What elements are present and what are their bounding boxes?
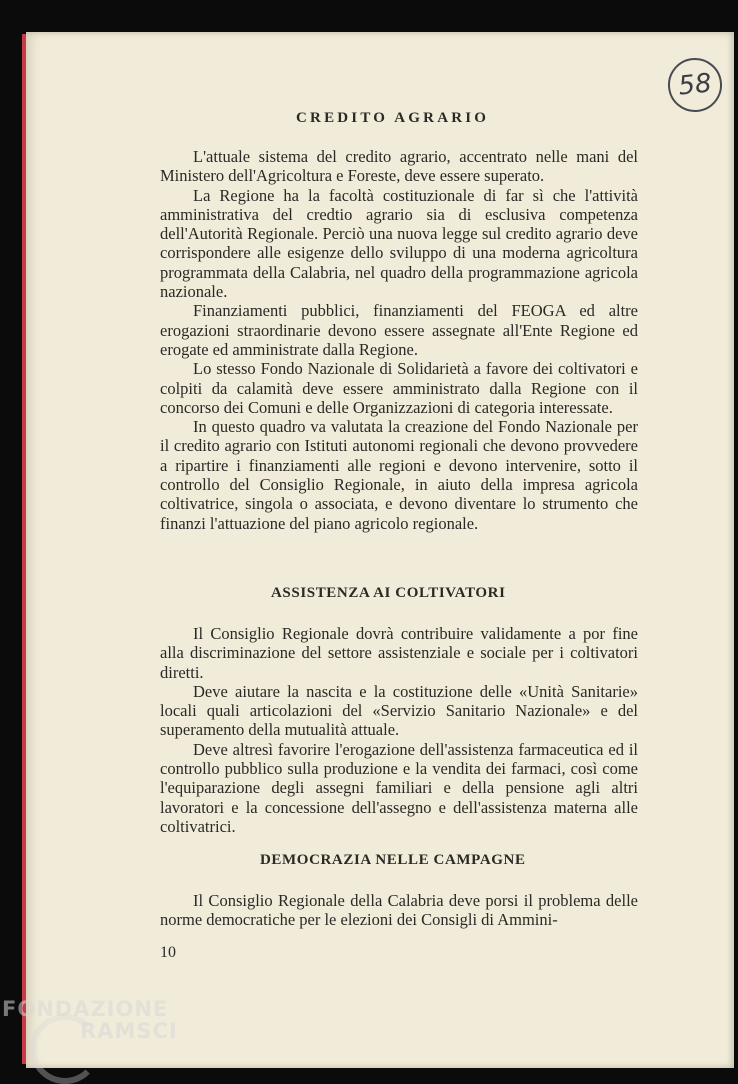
section-assistenza — [160, 624, 638, 836]
paragraph: L'attuale sistema del credito agrario, accentrato nelle mani del Ministero dell'Agricoltura e Foreste, deve essere superato. — [160, 147, 638, 186]
watermark-line1: FONDAZIONE — [2, 997, 169, 1021]
page-number: 10 — [160, 944, 176, 961]
paragraph: Il Consiglio Regionale dovrà contribuire validamente a por fine alla discriminazione del settore assistenziale e sociale per i coltivatori diretti. — [160, 624, 638, 682]
paragraph: La Regione ha la facoltà costituzionale di far sì che l'attività amministrativa del credtio agrario sia di esclusiva competenza dell'Autorità Regionale. Perciò una nuova legge sul credito agrario deve corrispondere alle esigenze dello sviluppo di una moderna agricoltura programmata della Calabria, nel quadro della programmazione agricola nazionale. — [160, 185, 638, 302]
heading-democrazia: DEMOCRAZIA NELLE CAMPAGNE — [260, 852, 526, 868]
paragraph: In questo quadro va valutata la creazione del Fondo Nazionale per il credito agrario con Istituti autonomi regionali che devono provvedere a ripartire i finanziamenti alle regioni e devono intervenire, sotto il controllo del Consiglio Regionale, in aiuto della impresa agricola coltivatrice, singola o associata, e devono diventare lo strumento che finanzi l'attuazione del piano agricolo regionale. — [160, 417, 638, 533]
section-credito-agrario — [160, 147, 638, 533]
paragraph: Il Consiglio Regionale della Calabria deve porsi il problema delle norme democratiche per le elezioni dei Consigli di Ammini- — [160, 891, 638, 930]
paragraph: Finanziamenti pubblici, finanziamenti del FEOGA ed altre erogazioni straordinarie devono essere assegnate all'Ente Regione ed erogate ed amministrate dalla Regione. — [160, 301, 638, 359]
paragraph: Lo stesso Fondo Nazionale di Solidarietà a favore dei coltivatori e colpiti da calamità deve essere amministrato dalla Regione con il concorso dei Comuni e delle Organizzazioni di categoria interessate. — [160, 359, 638, 417]
watermark — [2, 998, 178, 1042]
heading-credito-agrario: CREDITO AGRARIO — [296, 110, 490, 126]
watermark-line2: RAMSCI — [80, 1019, 178, 1043]
paragraph: Deve altresì favorire l'erogazione dell'assistenza farmaceutica ed il controllo pubblico sulla produzione e la vendita dei farmaci, così come l'equiparazione degli assegni familiari e della pensione agli altri lavoratori e la concessione dell'assegno e dell'assistenza materna alle coltivatrici. — [160, 739, 638, 836]
paragraph: Deve aiutare la nascita e la costituzione delle «Unità Sanitarie» locali quali articolazioni del «Servizio Sanitario Nazionale» e del superamento della mutualità attuale. — [160, 681, 638, 740]
archive-number: 58 — [676, 68, 714, 102]
heading-assistenza: ASSISTENZA AI COLTIVATORI — [271, 585, 506, 601]
section-democrazia — [160, 891, 638, 930]
